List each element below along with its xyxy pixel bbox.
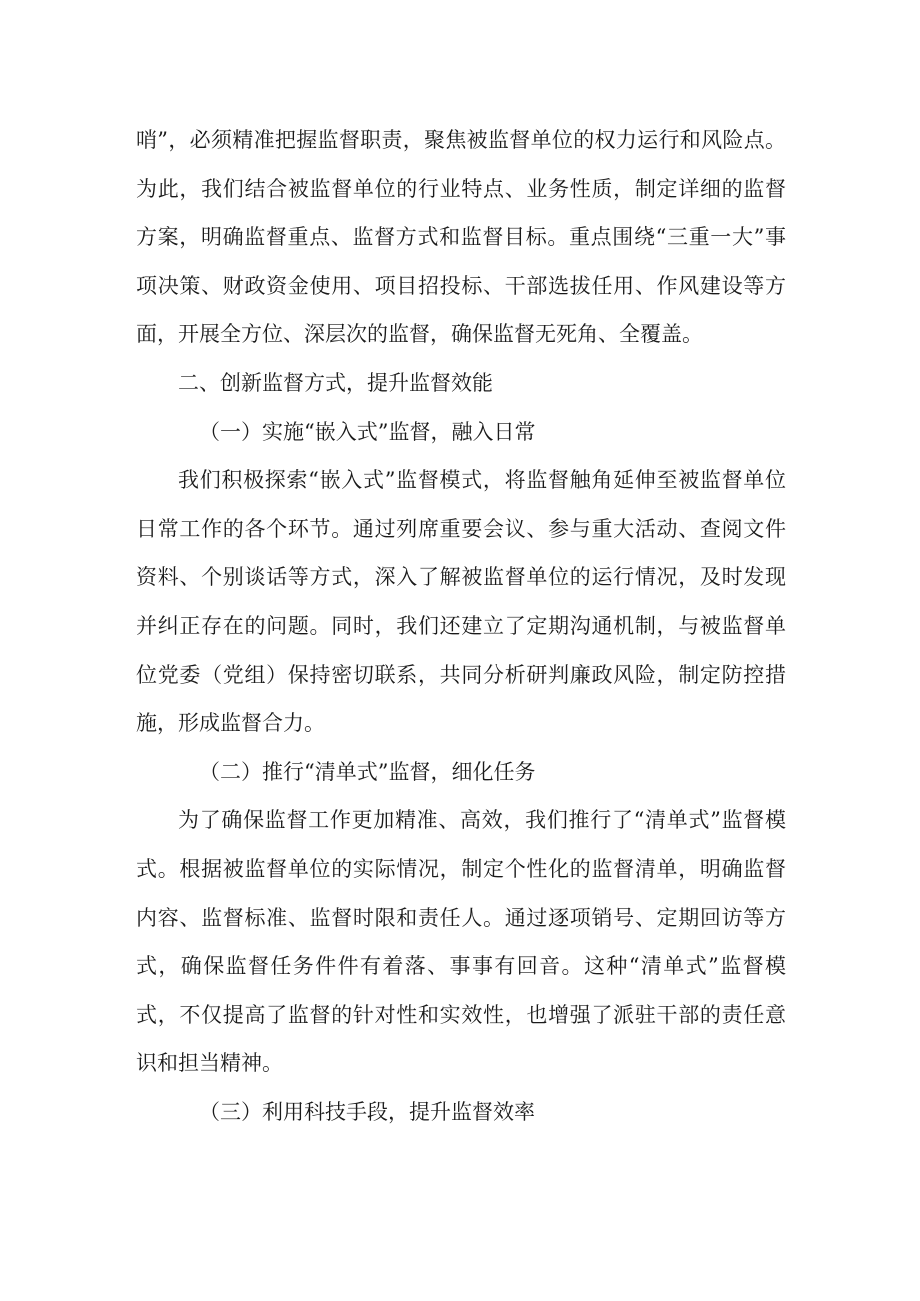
paragraph-continued-supervision-focus: 哨”，必须精准把握监督职责，聚焦被监督单位的权力运行和风险点。为此，我们结合被监督单位的行业特点、业务性质，制定详细的监督方案，明确监督重点、监督方式和监督目标。重点围绕“三重一大”事项决策、财政资金使用、项目招投标、干部选拔任用、作风建设等方面，开展全方位、深层次的监督，确保监督无死角、全覆盖。	[136, 128, 786, 347]
paragraph-embedded-supervision: 我们积极探索“嵌入式”监督模式，将监督触角延伸至被监督单位日常工作的各个环节。通过列席重要会议、参与重大活动、查阅文件资料、个别谈话等方式，深入了解被监督单位的运行情况，及时发现并纠正存在的问题。同时，我们还建立了定期沟通机制，与被监督单位党委（党组）保持密切联系，共同分析研判廉政风险，制定防控措施，形成监督合力。	[136, 468, 786, 736]
document-body	[136, 116, 786, 1136]
section-heading-innovate-supervision: 二、创新监督方式，提升监督效能	[178, 370, 493, 395]
subheading-checklist-supervision: （二）推行“清单式”监督，细化任务	[199, 759, 536, 784]
paragraph-checklist-supervision: 为了确保监督工作更加精准、高效，我们推行了“清单式”监督模式。根据被监督单位的实际情况，制定个性化的监督清单，明确监督内容、监督标准、监督时限和责任人。通过逐项销号、定期回访等方式，确保监督任务件件有着落、事事有回音。这种“清单式”监督模式，不仅提高了监督的针对性和实效性，也增强了派驻干部的责任意识和担当精神。	[136, 808, 786, 1076]
subheading-technology-supervision: （三）利用科技手段，提升监督效率	[199, 1099, 535, 1124]
subheading-embedded-supervision: （一）实施“嵌入式”监督，融入日常	[199, 419, 536, 444]
